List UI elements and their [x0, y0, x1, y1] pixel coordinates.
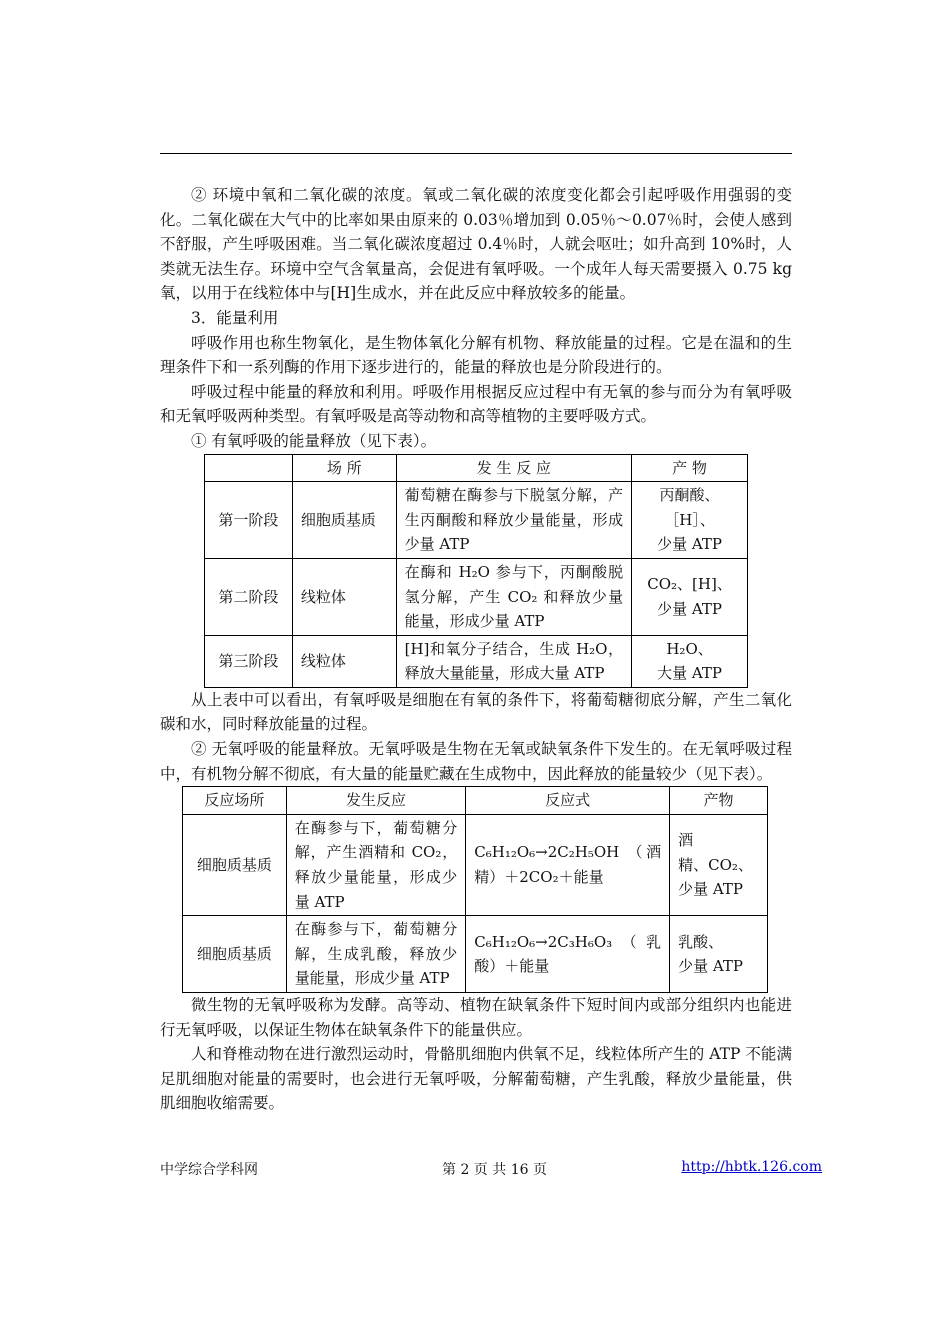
product-line: 少量 ATP: [657, 535, 722, 554]
paragraph: 呼吸过程中能量的释放和利用。呼吸作用根据反应过程中有无氧的参与而分为有氧呼吸和无氧呼吸两种类型。有氧呼吸是高等动物和高等植物的主要呼吸方式。: [160, 382, 792, 426]
product-line: 酒: [678, 831, 694, 850]
product-line: 精、CO₂、: [678, 855, 753, 874]
reaction-cell: 在酶参与下，葡萄糖分解，生成乳酸，释放少量能量，形成少量 ATP: [286, 916, 466, 993]
product-line: 少量 ATP: [678, 957, 743, 976]
reaction-cell: 在酶参与下，葡萄糖分解，产生酒精和 CO₂，释放少量能量，形成少量 ATP: [286, 814, 466, 915]
products-cell: [632, 558, 748, 635]
table-row: [205, 558, 748, 635]
table-row: [183, 916, 768, 993]
site-cell: 线粒体: [292, 635, 396, 687]
table-header-cell: 发生反应: [286, 787, 466, 815]
table-header-cell: 场 所: [292, 454, 396, 482]
paragraph: 从上表中可以看出，有氧呼吸是细胞在有氧的条件下，将葡萄糖彻底分解，产生二氧化碳和水，同时释放能量的过程。: [160, 690, 792, 734]
anaerobic-table: [182, 786, 768, 993]
header-rule: [160, 153, 792, 154]
product-line: 大量 ATP: [657, 664, 722, 683]
reaction-cell: 葡萄糖在酶参与下脱氢分解，产生丙酮酸和释放少量能量，形成少量 ATP: [396, 482, 632, 559]
site-cell: 线粒体: [292, 558, 396, 635]
stage-cell: 第一阶段: [205, 482, 293, 559]
paragraph: ② 环境中氧和二氧化碳的浓度。氧或二氧化碳的浓度变化都会引起呼吸作用强弱的变化。二氧化碳在大气中的比率如果由原来的 0.03％增加到 0.05％～0.07％时，会使人感到不舒服，产生呼吸困难。当二氧化碳浓度超过 0.4％时，人就会呕吐；如升高到 10%时，人类就无法生存。环境中空气含氧量高，会促进有氧呼吸。一个成年人每天需要摄入 0.75 kg 氧，以用于在线粒体中与[H]生成水，并在此反应中释放较多的能量。: [160, 186, 792, 303]
table-row: [183, 814, 768, 915]
table-row: [205, 635, 748, 687]
paragraph: 呼吸作用也称生物氧化，是生物体氧化分解有机物、释放能量的过程。它是在温和的生理条件下和一系列酶的作用下逐步进行的，能量的释放也是分阶段进行的。: [160, 333, 792, 377]
stage-cell: 第二阶段: [205, 558, 293, 635]
product-line: 乳酸、: [678, 932, 724, 951]
equation-cell: C₆H₁₂O₆→2C₃H₆O₃（乳酸）＋能量: [466, 916, 670, 993]
products-cell: [632, 482, 748, 559]
table-header-cell: 产 物: [632, 454, 748, 482]
site-cell: 细胞质基质: [292, 482, 396, 559]
product-line: 少量 ATP: [678, 880, 743, 899]
paragraph: ① 有氧呼吸的能量释放（见下表）。: [191, 431, 437, 450]
section-heading: 3．能量利用: [191, 308, 279, 327]
table-header-row: [183, 787, 768, 815]
footer-site-name: 中学综合学科网: [160, 1162, 258, 1178]
footer-link[interactable]: http://hbtk.126.com: [681, 1159, 822, 1175]
product-line: 少量 ATP: [657, 599, 722, 618]
paragraph: ② 无氧呼吸的能量释放。无氧呼吸是生物在无氧或缺氧条件下发生的。在无氧呼吸过程中，有机物分解不彻底，有大量的能量贮藏在生成物中，因此释放的能量较少（见下表）。: [160, 740, 792, 783]
reaction-cell: [H]和氧分子结合，生成 H₂O，释放大量能量，形成大量 ATP: [396, 635, 632, 687]
product-line: CO₂、[H]、: [647, 575, 732, 594]
table-header-row: [205, 454, 748, 482]
table-row: [205, 482, 748, 559]
table-header-cell: 反应场所: [183, 787, 287, 815]
page-content: [160, 183, 792, 1116]
table-header-cell: 反应式: [466, 787, 670, 815]
equation-cell: C₆H₁₂O₆→2C₂H₅OH （酒精）＋2CO₂＋能量: [466, 814, 670, 915]
site-cell: 细胞质基质: [183, 916, 287, 993]
paragraph: 微生物的无氧呼吸称为发酵。高等动、植物在缺氧条件下短时间内或部分组织内也能进行无氧呼吸，以保证生物体在缺氧条件下的能量供应。: [160, 996, 792, 1039]
table-header-cell: [205, 454, 293, 482]
site-cell: 细胞质基质: [183, 814, 287, 915]
table-header-cell: 发 生 反 应: [396, 454, 632, 482]
page-number: 第 2 页 共 16 页: [442, 1162, 547, 1178]
product-line: 丙酮酸、: [659, 486, 720, 505]
paragraph: 人和脊椎动物在进行激烈运动时，骨骼肌细胞内供氧不足，线粒体所产生的 ATP 不能满足肌细胞对能量的需要时，也会进行无氧呼吸，分解葡萄糖，产生乳酸，释放少量能量，供肌细胞收缩需要。: [160, 1045, 792, 1113]
products-cell: [632, 635, 748, 687]
table-header-cell: 产物: [670, 787, 768, 815]
product-line: ［H］、: [664, 510, 715, 529]
products-cell: [670, 916, 768, 993]
products-cell: [670, 814, 768, 915]
aerobic-table: [204, 454, 748, 688]
stage-cell: 第三阶段: [205, 635, 293, 687]
reaction-cell: 在酶和 H₂O 参与下，丙酮酸脱氢分解，产生 CO₂ 和释放少量能量，形成少量 ATP: [396, 558, 632, 635]
product-line: H₂O、: [666, 639, 713, 658]
